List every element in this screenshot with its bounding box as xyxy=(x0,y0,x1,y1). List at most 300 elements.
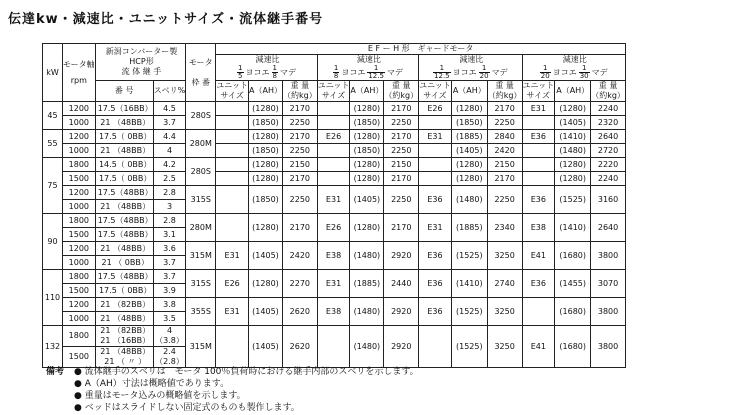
cell-unit-size xyxy=(317,116,350,130)
header-weight-label: 重 量 xyxy=(495,81,514,90)
cell-weight: 2620 xyxy=(282,326,317,368)
notes-label: 備考 xyxy=(46,367,65,377)
header-aah: A（AH） xyxy=(248,81,282,102)
cell-rpm: 1000 xyxy=(63,200,96,214)
header-kw: kW xyxy=(43,44,63,102)
cell-unit-size xyxy=(522,158,555,172)
cell-rpm: 1200 xyxy=(63,186,96,200)
cell-unit-size: E41 xyxy=(522,242,555,270)
cell-aah: (1280) xyxy=(248,158,282,172)
cell-slip: 3.8 xyxy=(153,298,186,312)
cell-weight: 2150 xyxy=(384,158,419,172)
table-row xyxy=(43,242,626,256)
fraction-numerator: 1 xyxy=(540,65,551,73)
cell-kw: 90 xyxy=(43,214,63,270)
cell-weight: 2170 xyxy=(487,102,522,116)
cell-weight: 2440 xyxy=(384,270,419,298)
header-ef-title: E F ー H 形 ギャードモータ xyxy=(216,44,626,55)
ratio-label: 減速比 xyxy=(255,55,280,64)
cell-aah: (1280) xyxy=(451,172,487,186)
cell-unit-size xyxy=(216,186,249,214)
cell-weight: 2250 xyxy=(384,186,419,214)
cell-aah: (1280) xyxy=(248,102,282,116)
cell-slip: 3.9 xyxy=(153,284,186,298)
header-weight xyxy=(282,81,317,102)
cell-unit-size: E38 xyxy=(317,242,350,270)
cell-kw: 110 xyxy=(43,270,63,326)
cell-motor-frame: 280M xyxy=(186,130,216,158)
cell-aah: (1280) xyxy=(350,172,384,186)
cell-unit-size: E36 xyxy=(522,186,555,214)
cell-unit-size: E31 xyxy=(216,242,249,270)
cell-unit-size: E31 xyxy=(419,214,452,242)
cell-motor-frame: 315S xyxy=(186,270,216,298)
cell-weight: 2250 xyxy=(384,116,419,130)
cell-weight: 2720 xyxy=(591,144,626,158)
note-text: ● 流体継手のスベリは モータ 100％負荷時における継手内部のスベリを示します。 xyxy=(74,367,419,377)
ratio-range xyxy=(525,65,625,80)
cell-weight: 2240 xyxy=(591,172,626,186)
table-body xyxy=(43,44,626,368)
cell-unit-size xyxy=(317,102,350,116)
header-slip: スベリ% xyxy=(153,81,186,102)
header-row xyxy=(43,81,626,102)
ratio-fraction xyxy=(433,65,451,80)
cell-unit-size xyxy=(522,298,555,326)
cell-aah: (1850) xyxy=(350,116,384,130)
note-item xyxy=(46,366,419,378)
fraction-denominator: 8 xyxy=(272,72,277,80)
cell-unit-size: E36 xyxy=(419,242,452,270)
cell-aah: (1280) xyxy=(350,102,384,116)
cell-rpm: 1500 xyxy=(63,347,96,368)
table-row xyxy=(43,186,626,200)
ratio-range xyxy=(218,65,316,80)
cell-motor-frame: 315M xyxy=(186,242,216,270)
cell-aah: (1405) xyxy=(248,242,282,270)
header-unit: ユニット xyxy=(522,81,555,90)
header-weight xyxy=(384,81,419,102)
cell-rpm: 1000 xyxy=(63,116,96,130)
cell-aah: (1280) xyxy=(350,130,384,144)
cell-unit-size: E36 xyxy=(419,186,452,214)
cell-unit-size xyxy=(216,158,249,172)
header-motor-axis xyxy=(63,44,96,102)
cell-coupling-number: 21 （48BB） xyxy=(95,200,153,214)
cell-slip: 3.5 xyxy=(153,312,186,326)
cell-weight: 2250 xyxy=(487,186,522,214)
cell-aah: (1405) xyxy=(248,298,282,326)
fraction-numerator: 1 xyxy=(579,65,590,73)
fraction-denominator: 12.5 xyxy=(434,72,450,80)
cell-slip: 2.5 xyxy=(153,172,186,186)
cell-weight: 2250 xyxy=(282,116,317,130)
cell-unit-size xyxy=(522,144,555,158)
cell-coupling-number: 17.5（48BB） xyxy=(95,228,153,242)
cell-aah: (1280) xyxy=(555,172,591,186)
cell-unit-size xyxy=(216,102,249,116)
cell-weight: 3250 xyxy=(487,298,522,326)
cell-aah: (1480) xyxy=(555,144,591,158)
cell-slip: 4.5 xyxy=(153,102,186,116)
header-weight-unit: （約kg） xyxy=(487,91,522,100)
cell-aah: (1455) xyxy=(555,270,591,298)
cell-rpm: 1800 xyxy=(63,158,96,172)
note-item xyxy=(46,390,419,402)
fraction-numerator: 1 xyxy=(433,65,451,73)
cell-weight: 2170 xyxy=(487,172,522,186)
cell-unit-size: E31 xyxy=(317,270,350,298)
document-title: 伝達kw・減速比・ユニットサイズ・流体継手番号 xyxy=(8,12,324,27)
spec-table xyxy=(42,43,626,368)
fraction-denominator: 30 xyxy=(579,72,589,80)
cell-aah: (1885) xyxy=(451,130,487,144)
cell-kw: 55 xyxy=(43,130,63,158)
ratio-range xyxy=(421,65,521,80)
cell-weight: 2250 xyxy=(384,144,419,158)
cell-aah: (1280) xyxy=(350,158,384,172)
cell-rpm: 1200 xyxy=(63,130,96,144)
cell-weight: 2420 xyxy=(282,242,317,270)
cell-unit-size: E41 xyxy=(522,326,555,368)
cell-coupling-number: 17.5（16BB） xyxy=(95,102,153,116)
cell-aah: (1280) xyxy=(350,214,384,242)
cell-kw: 75 xyxy=(43,158,63,214)
cell-coupling-number: 17.5（ 0BB） xyxy=(95,130,153,144)
header-weight-label: 重 量 xyxy=(391,81,411,90)
cell-unit-size xyxy=(419,144,452,158)
cell-unit-size xyxy=(419,116,452,130)
table-row xyxy=(43,214,626,228)
cell-weight: 3250 xyxy=(487,326,522,368)
cell-weight: 2150 xyxy=(282,158,317,172)
ratio-range xyxy=(320,65,418,80)
header-unit: ユニット xyxy=(317,81,350,90)
cell-slip: 2.4 （2.8） xyxy=(155,347,184,366)
cell-aah: (1480) xyxy=(350,326,384,368)
cell-unit-size: E31 xyxy=(522,102,555,116)
cell-slip: 4 （3.8） xyxy=(155,326,184,345)
note-text: ● A（AH）寸法は概略値であります。 xyxy=(74,379,230,389)
cell-kw: 132 xyxy=(43,326,63,368)
ratio-fraction xyxy=(579,65,590,80)
cell-aah: (1405) xyxy=(555,116,591,130)
cell-coupling-number-alt: 21 （16BB） xyxy=(100,336,151,345)
cell-coupling-number: 21 （82BB） xyxy=(95,298,153,312)
header-size: サイズ xyxy=(526,91,551,100)
ratio-made: マデ xyxy=(279,68,296,77)
cell-unit-size: E31 xyxy=(419,130,452,144)
cell-aah: (1885) xyxy=(451,214,487,242)
cell-weight: 2420 xyxy=(487,144,522,158)
cell-weight: 3800 xyxy=(591,326,626,368)
ratio-label: 減速比 xyxy=(356,55,381,64)
cell-rpm: 1200 xyxy=(63,102,96,116)
header-unit-size xyxy=(419,81,452,102)
cell-weight: 3800 xyxy=(591,298,626,326)
table-row xyxy=(43,116,626,130)
note-text: ● 重量はモータ込みの概略値を示します。 xyxy=(74,391,246,401)
header-weight-unit: （約kg） xyxy=(282,91,317,100)
ratio-yoko: ヨコエ xyxy=(245,68,270,77)
header-converter-line: HCP形 xyxy=(129,57,154,66)
cell-aah: (1525) xyxy=(451,298,487,326)
note-item xyxy=(46,402,419,414)
cell-weight: 2640 xyxy=(591,130,626,144)
ratio-fraction xyxy=(540,65,551,80)
cell-aah: (1280) xyxy=(248,214,282,242)
cell-coupling-number: 21 （48BB） xyxy=(95,242,153,256)
cell-coupling-number: 17.5（ 0BB） xyxy=(95,172,153,186)
cell-weight: 2340 xyxy=(487,214,522,242)
cell-unit-size: E36 xyxy=(419,298,452,326)
cell-unit-size xyxy=(216,172,249,186)
ratio-label: 減速比 xyxy=(562,55,587,64)
header-weight xyxy=(591,81,626,102)
cell-unit-size xyxy=(216,214,249,242)
header-unit-size xyxy=(216,81,249,102)
header-unit-size xyxy=(522,81,555,102)
ratio-fraction xyxy=(479,65,490,80)
fraction-numerator: 1 xyxy=(238,64,243,72)
fraction-denominator: 20 xyxy=(540,72,550,80)
cell-rpm: 1800 xyxy=(63,214,96,228)
cell-coupling-number: 21 （48BB） 21 （ 〃 ） xyxy=(95,347,153,368)
cell-slip-alt: （3.8） xyxy=(155,336,184,345)
cell-weight: 2250 xyxy=(282,144,317,158)
cell-weight: 3800 xyxy=(591,242,626,270)
cell-weight: 2840 xyxy=(487,130,522,144)
header-unit: ユニット xyxy=(216,81,248,90)
cell-unit-size: E38 xyxy=(317,298,350,326)
header-weight xyxy=(487,81,522,102)
cell-aah: (1850) xyxy=(451,116,487,130)
cell-slip: 3.7 xyxy=(153,270,186,284)
ratio-made: マデ xyxy=(491,68,508,77)
ratio-made: マデ xyxy=(386,68,403,77)
cell-unit-size: E26 xyxy=(216,270,249,298)
cell-coupling-number: 17.5（ 0BB） xyxy=(95,284,153,298)
cell-slip: 3.6 xyxy=(153,242,186,256)
ratio-yoko: ヨコエ xyxy=(341,68,366,77)
cell-unit-size: E36 xyxy=(419,270,452,298)
cell-coupling-number: 17.5（48BB） xyxy=(95,186,153,200)
table-row xyxy=(43,144,626,158)
cell-aah: (1885) xyxy=(350,270,384,298)
cell-aah: (1280) xyxy=(451,158,487,172)
ratio-yoko: ヨコエ xyxy=(552,68,577,77)
cell-coupling-number: 14.5（ 0BB） xyxy=(95,158,153,172)
cell-aah: (1680) xyxy=(555,242,591,270)
cell-coupling-number-alt: 21 （ 〃 ） xyxy=(104,357,147,366)
cell-motor-frame: 280M xyxy=(186,214,216,242)
header-aah: A（AH） xyxy=(451,81,487,102)
cell-weight: 3250 xyxy=(487,242,522,270)
cell-unit-size xyxy=(216,144,249,158)
cell-slip: 3.7 xyxy=(153,116,186,130)
cell-slip: 4.4 xyxy=(153,130,186,144)
cell-coupling-number: 21 （ 0BB） xyxy=(95,256,153,270)
cell-aah: (1525) xyxy=(451,242,487,270)
cell-unit-size xyxy=(419,326,452,368)
cell-weight: 2170 xyxy=(282,102,317,116)
cell-unit-size: E36 xyxy=(522,270,555,298)
fraction-numerator: 1 xyxy=(272,64,277,72)
header-converter xyxy=(95,44,186,81)
cell-aah: (1850) xyxy=(350,144,384,158)
table-row xyxy=(43,298,626,312)
table-row xyxy=(43,270,626,284)
header-aah: A（AH） xyxy=(350,81,384,102)
cell-aah: (1850) xyxy=(248,186,282,214)
cell-slip: 3.1 xyxy=(153,228,186,242)
header-weight-label: 重 量 xyxy=(598,81,618,90)
cell-unit-size: E31 xyxy=(317,186,350,214)
cell-weight: 2170 xyxy=(384,130,419,144)
header-ratio-3 xyxy=(419,55,522,81)
cell-unit-size xyxy=(419,158,452,172)
cell-coupling-number: 21 （48BB） xyxy=(95,144,153,158)
cell-weight: 2170 xyxy=(282,214,317,242)
cell-weight: 2170 xyxy=(282,130,317,144)
header-frame: 枠 番 xyxy=(191,77,211,87)
cell-weight: 2740 xyxy=(487,270,522,298)
cell-unit-size xyxy=(216,116,249,130)
header-converter-line: 新潟コンバーター製 xyxy=(105,47,178,56)
fraction-denominator: 8 xyxy=(333,72,339,80)
cell-slip: 3.7 xyxy=(153,256,186,270)
cell-weight: 2640 xyxy=(591,214,626,242)
cell-weight: 2240 xyxy=(591,102,626,116)
cell-motor-frame: 280S xyxy=(186,102,216,130)
cell-slip: 2.8 xyxy=(153,214,186,228)
cell-unit-size xyxy=(317,172,350,186)
cell-aah: (1525) xyxy=(555,186,591,214)
cell-weight: 2620 xyxy=(282,298,317,326)
cell-unit-size xyxy=(216,326,249,368)
ratio-label: 減速比 xyxy=(459,55,484,64)
cell-motor-frame: 315M xyxy=(186,326,216,368)
cell-motor-frame: 280S xyxy=(186,158,216,186)
cell-rpm: 1800 xyxy=(63,326,96,347)
cell-slip: 3 xyxy=(153,200,186,214)
cell-aah: (1405) xyxy=(248,326,282,368)
table-row xyxy=(43,102,626,116)
header-unit: ユニット xyxy=(419,81,451,90)
cell-unit-size xyxy=(317,158,350,172)
cell-aah: (1405) xyxy=(451,144,487,158)
cell-unit-size xyxy=(522,116,555,130)
header-row xyxy=(43,44,626,55)
fraction-denominator: 5 xyxy=(238,72,243,80)
cell-aah: (1405) xyxy=(350,186,384,214)
cell-unit-size: E26 xyxy=(419,102,452,116)
cell-unit-size xyxy=(522,172,555,186)
cell-unit-size: E36 xyxy=(522,130,555,144)
cell-unit-size: E26 xyxy=(317,214,350,242)
cell-aah: (1410) xyxy=(555,214,591,242)
cell-coupling-number: 21 （48BB） xyxy=(95,312,153,326)
note-item xyxy=(46,378,419,390)
cell-unit-size: E38 xyxy=(522,214,555,242)
header-aah: A（AH） xyxy=(555,81,591,102)
cell-weight: 2170 xyxy=(384,172,419,186)
cell-kw: 45 xyxy=(43,102,63,130)
cell-rpm: 1800 xyxy=(63,270,96,284)
cell-rpm: 1000 xyxy=(63,256,96,270)
cell-rpm: 1000 xyxy=(63,144,96,158)
fraction-denominator: 12.5 xyxy=(368,72,384,80)
header-size: サイズ xyxy=(220,91,244,100)
cell-weight: 3070 xyxy=(591,270,626,298)
cell-aah: (1850) xyxy=(248,144,282,158)
cell-rpm: 1500 xyxy=(63,284,96,298)
cell-unit-size: E31 xyxy=(216,298,249,326)
cell-coupling-number: 21 （48BB） xyxy=(95,116,153,130)
cell-weight: 2220 xyxy=(591,158,626,172)
header-unit-size xyxy=(317,81,350,102)
cell-aah: (1280) xyxy=(451,102,487,116)
cell-rpm: 1200 xyxy=(63,298,96,312)
cell-aah: (1480) xyxy=(350,298,384,326)
cell-aah: (1680) xyxy=(555,298,591,326)
header-rpm: rpm xyxy=(70,75,87,85)
header-converter-line: 流 体 継 手 xyxy=(121,67,162,76)
header-ratio-1 xyxy=(216,55,317,81)
cell-aah: (1280) xyxy=(555,102,591,116)
cell-slip: 4.2 xyxy=(153,158,186,172)
cell-rpm: 1200 xyxy=(63,242,96,256)
ratio-fraction xyxy=(367,65,385,80)
cell-aah: (1480) xyxy=(350,242,384,270)
cell-aah: (1850) xyxy=(248,116,282,130)
header-motor-frame xyxy=(186,44,216,102)
cell-slip: 2.8 xyxy=(153,186,186,200)
table-row xyxy=(43,172,626,186)
cell-rpm: 1500 xyxy=(63,228,96,242)
cell-aah: (1480) xyxy=(451,186,487,214)
note-text: ● ベッドはスライドしない固定式のものも製作します。 xyxy=(74,403,300,413)
notes-section xyxy=(46,366,419,414)
cell-weight: 2250 xyxy=(487,116,522,130)
fraction-numerator: 1 xyxy=(367,65,385,73)
cell-weight: 2170 xyxy=(384,214,419,242)
ratio-made: マデ xyxy=(591,68,608,77)
header-size: サイズ xyxy=(321,91,346,100)
cell-motor-frame: 315S xyxy=(186,186,216,214)
header-weight-label: 重 量 xyxy=(290,81,310,90)
header-size: サイズ xyxy=(423,91,447,100)
cell-aah: (1280) xyxy=(248,130,282,144)
cell-aah: (1280) xyxy=(555,158,591,172)
fraction-numerator: 1 xyxy=(333,64,339,72)
header-motor-axis-label: モータ軸 xyxy=(63,59,95,69)
cell-weight: 2250 xyxy=(282,186,317,214)
header-weight-unit: （約kg） xyxy=(384,91,419,100)
table-row xyxy=(43,158,626,172)
ratio-yoko: ヨコエ xyxy=(452,68,477,77)
cell-weight: 2150 xyxy=(487,158,522,172)
cell-aah: (1680) xyxy=(555,326,591,368)
ratio-fraction xyxy=(237,65,243,80)
cell-unit-size xyxy=(216,130,249,144)
cell-coupling-number: 17.5（48BB） xyxy=(95,214,153,228)
cell-unit-size xyxy=(317,326,350,368)
cell-slip-alt: （2.8） xyxy=(155,357,184,366)
ratio-fraction xyxy=(333,65,339,80)
cell-motor-frame: 355S xyxy=(186,298,216,326)
cell-coupling-number: 21 （82BB） 21 （16BB） xyxy=(95,326,153,347)
